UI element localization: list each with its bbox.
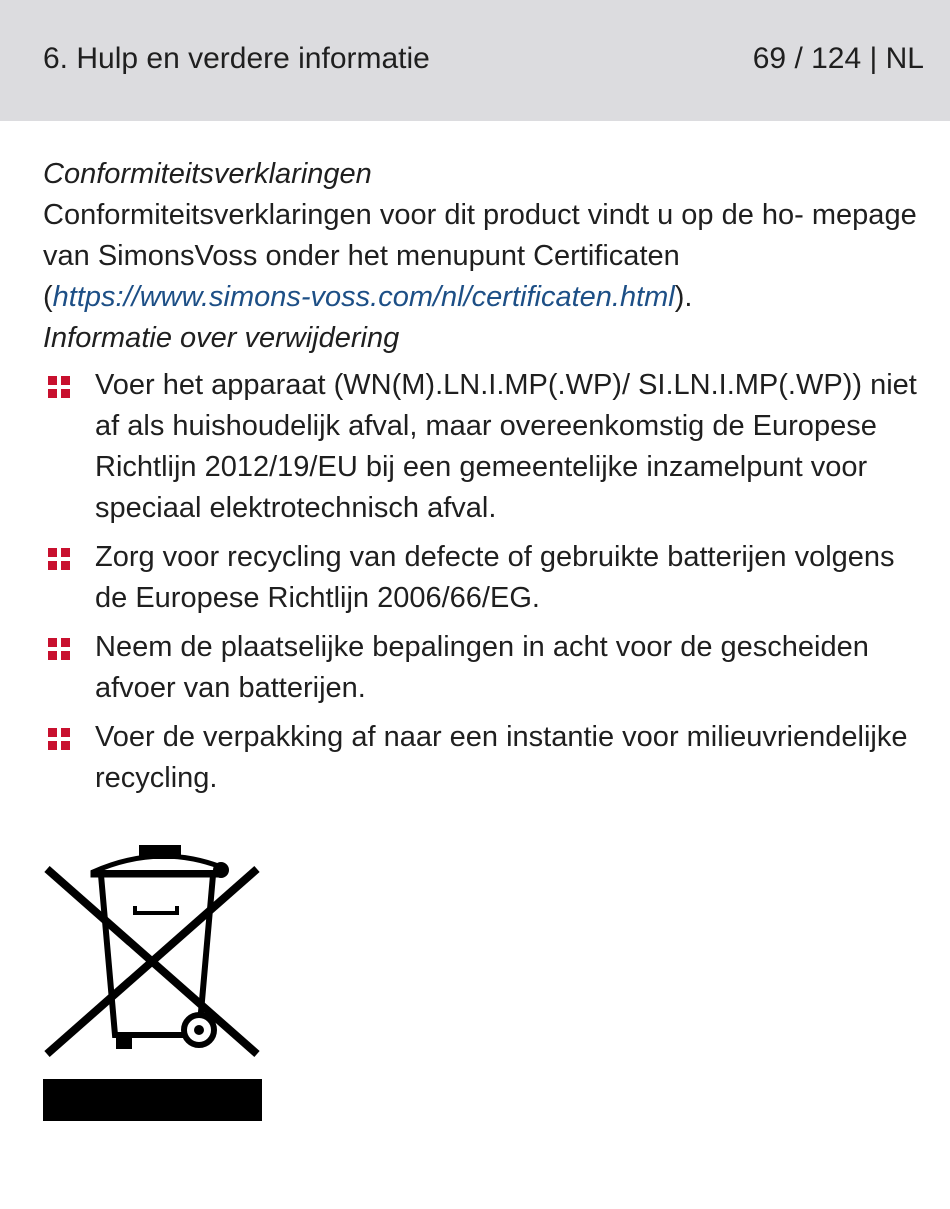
list-item <box>43 717 928 799</box>
bullet-icon <box>48 548 70 570</box>
bullet-icon <box>48 376 70 398</box>
list-item <box>43 365 928 529</box>
list-item-text: Neem de plaatselijke bepalingen in acht voor de gescheiden afvoer van batterijen. <box>95 631 869 704</box>
main-content <box>43 154 928 807</box>
page-number: 69 / 124 | NL <box>752 42 924 75</box>
crossed-out-wheelie-bin-icon <box>43 843 262 1123</box>
conformity-heading: Conformiteitsverklaringen <box>43 158 372 190</box>
list-item-text: Zorg voor recycling van defecte of gebruikte batterijen volgens de Europese Richtlijn 2006/66/EG. <box>95 541 895 614</box>
list-item <box>43 627 928 709</box>
disposal-heading: Informatie over verwijdering <box>43 322 400 354</box>
conformity-text-end: ). <box>674 281 693 313</box>
conformity-paragraph <box>43 195 928 318</box>
list-item-text: Voer de verpakking af naar een instantie voor milieuvriendelijke recycling. <box>95 721 908 794</box>
bullet-icon <box>48 638 70 660</box>
conformity-text: Conformiteitsverklaringen voor dit product vindt u op de ho- mepage van SimonsVoss onder het menupunt Certificaten ( <box>43 199 917 313</box>
section-title: 6. Hulp en verdere informatie <box>43 42 430 75</box>
list-item-text: Voer het apparaat (WN(M).LN.I.MP(.WP)/ SI.LN.I.MP(.WP)) niet af als huishoudelijk afval, maar overeenkomstig de Europese Richtlijn 2012/19/EU bij een gemeentelijke inzamelpunt voor speciaal elektrotechnisch afval. <box>95 369 917 524</box>
bullet-icon <box>48 728 70 750</box>
page-header <box>0 0 950 121</box>
certificates-link[interactable]: https://www.simons-voss.com/nl/certificaten.html <box>52 281 675 313</box>
disposal-list <box>43 365 928 799</box>
list-item <box>43 537 928 619</box>
